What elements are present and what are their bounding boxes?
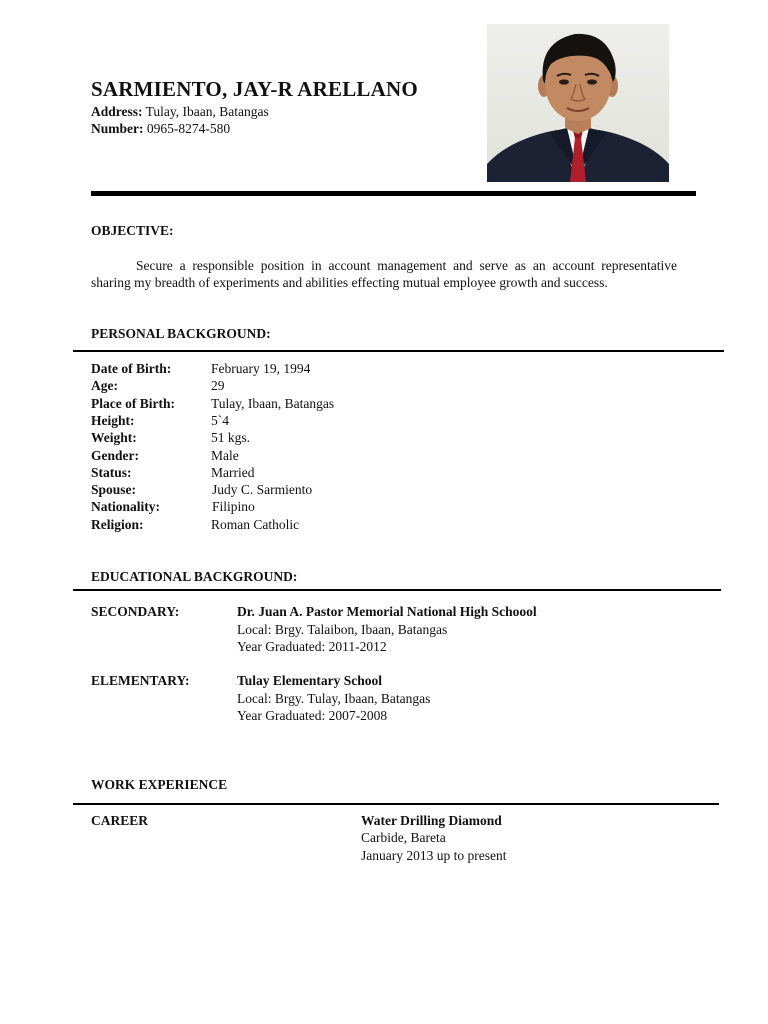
place-of-birth-value: Tulay, Ibaan, Batangas xyxy=(211,396,335,411)
objective-text: Secure a responsible position in account management and serve as an account representative sharing my breadth of experiments and abilities effecting mutual employee growth and success. xyxy=(91,258,677,291)
dob-value: February 19, 1994 xyxy=(211,361,311,376)
work-company: Water Drilling Diamond xyxy=(361,813,502,828)
religion-value: Roman Catholic xyxy=(211,517,300,532)
status-label: Status: xyxy=(91,465,132,480)
career-label: CAREER xyxy=(91,813,149,828)
elementary-local: Local: Brgy. Tulay, Ibaan, Batangas xyxy=(237,691,431,706)
spouse-label: Spouse: xyxy=(91,482,137,497)
age-value: 29 xyxy=(211,378,225,393)
age-label: Age: xyxy=(91,378,118,393)
work-period: January 2013 up to present xyxy=(361,848,507,863)
applicant-photo xyxy=(487,24,669,182)
address-line xyxy=(91,104,269,120)
spouse-value: Judy C. Sarmiento xyxy=(212,482,313,497)
address-label: Address: xyxy=(91,104,143,119)
number-label: Number: xyxy=(91,121,144,136)
secondary-label: SECONDARY: xyxy=(91,604,180,619)
weight-label: Weight: xyxy=(91,430,137,445)
gender-label: Gender: xyxy=(91,448,139,463)
work-location: Carbide, Bareta xyxy=(361,830,446,845)
number-line xyxy=(91,121,230,137)
address-value: Tulay, Ibaan, Batangas xyxy=(145,104,269,119)
objective-title: OBJECTIVE: xyxy=(91,223,174,238)
height-label: Height: xyxy=(91,413,135,428)
number-value: 0965-8274-580 xyxy=(146,121,231,136)
height-value: 5`4 xyxy=(211,413,229,428)
header-divider xyxy=(91,191,696,196)
educational-background-divider xyxy=(73,589,721,591)
personal-background-divider xyxy=(73,350,724,352)
secondary-local: Local: Brgy. Talaibon, Ibaan, Batangas xyxy=(237,622,448,637)
secondary-year: Year Graduated: 2011-2012 xyxy=(237,639,387,654)
work-experience-title: WORK EXPERIENCE xyxy=(91,777,228,792)
nationality-value: Filipino xyxy=(212,499,255,514)
gender-value: Male xyxy=(211,448,239,463)
educational-background-title: EDUCATIONAL BACKGROUND: xyxy=(91,569,298,584)
dob-label: Date of Birth: xyxy=(91,361,172,376)
elementary-year: Year Graduated: 2007-2008 xyxy=(237,708,388,723)
applicant-name: SARMIENTO, JAY-R ARELLANO xyxy=(91,77,418,101)
elementary-school: Tulay Elementary School xyxy=(237,673,383,688)
weight-value: 51 kgs. xyxy=(211,430,251,445)
place-of-birth-label: Place of Birth: xyxy=(91,396,175,411)
status-value: Married xyxy=(211,465,255,480)
nationality-label: Nationality: xyxy=(91,499,160,514)
personal-background-title: PERSONAL BACKGROUND: xyxy=(91,326,271,341)
elementary-label: ELEMENTARY: xyxy=(91,673,190,688)
religion-label: Religion: xyxy=(91,517,144,532)
secondary-school: Dr. Juan A. Pastor Memorial National High Schoool xyxy=(237,604,537,619)
work-experience-divider xyxy=(73,803,719,805)
